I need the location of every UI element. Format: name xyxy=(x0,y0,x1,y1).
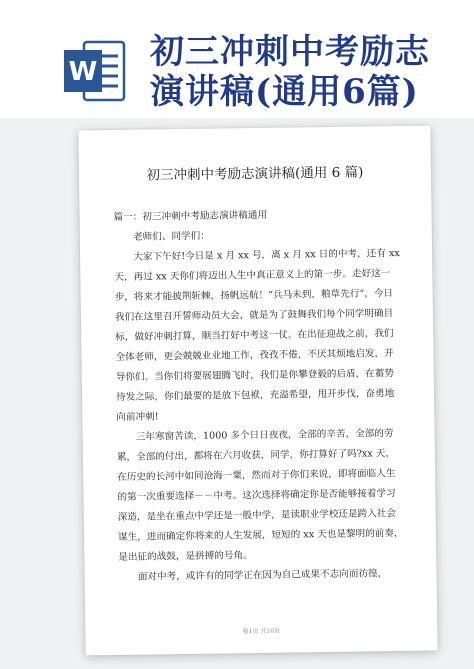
banner-title-line-2: 演讲稿(通用6篇) xyxy=(150,72,419,112)
page-footer: 第1页 共16页 xyxy=(242,627,281,636)
document-body xyxy=(113,204,404,588)
header-banner xyxy=(0,0,474,118)
document-title: 初三冲刺中考励志演讲稿(通用 6 篇) xyxy=(146,164,364,184)
svg-text:W: W xyxy=(68,57,98,87)
document-page xyxy=(78,126,437,656)
paragraph-2: 三年寒窗苦读，1000 多个日日夜夜，全部的辛苦，全部的劳累，全部的付出，都将在六月收获，同学，你打算好了吗?xx 天，在历史的长河中如同沧海一粟，然而对于你们来说，即将面临人生的第一次重要选择－－中考。这次选择将确定你是否能够接着学习深造，是坐在重点中学还是一般中学，是读职业学校还是跨入社会谋生，进而确定你将来的人生发展，短短的 xx 天也是黎明的前奏，是出征的战鼓，是拼搏的号角。 xyxy=(116,428,404,563)
salutation: 老师们、同学们： xyxy=(132,230,210,243)
section-heading: 篇一：初三冲刺中考励志演讲稿通用 xyxy=(113,209,268,223)
paragraph-1: 大家下午好!今日是 x 月 xx 号，离 x 月 xx 日的中考，还有 xx 天，再过 xx 天你们将迈出人生中真正意义上的第一步。走好这一步，将来才能披荆斩棘，扬帆远航！“兵马未到，粮草先行”，今日我们在这里召开誓师动员大会，就是为了鼓舞我们每个同学明确目标，做好冲刺打算，顺当打好中考这一仗。在出征迎战之前，我们全体老师，更会兢兢业业地工作，孜孜不倦，不厌其烦地启发，开导你们。当你们将要展翅腾飞时，我们是你攀登毅的后盾，在蓄势待发之际，你们最要的是放下包袱，充溢希望，甩开步伐，奋勇地向前冲刺! xyxy=(114,248,400,423)
paragraph-3: 面对中考，或许有的同学正在因为自己成果不志向而彷徨， xyxy=(137,568,388,583)
banner-title-line-1: 初三冲刺中考励志 xyxy=(150,32,430,72)
word-document-icon xyxy=(62,36,126,106)
